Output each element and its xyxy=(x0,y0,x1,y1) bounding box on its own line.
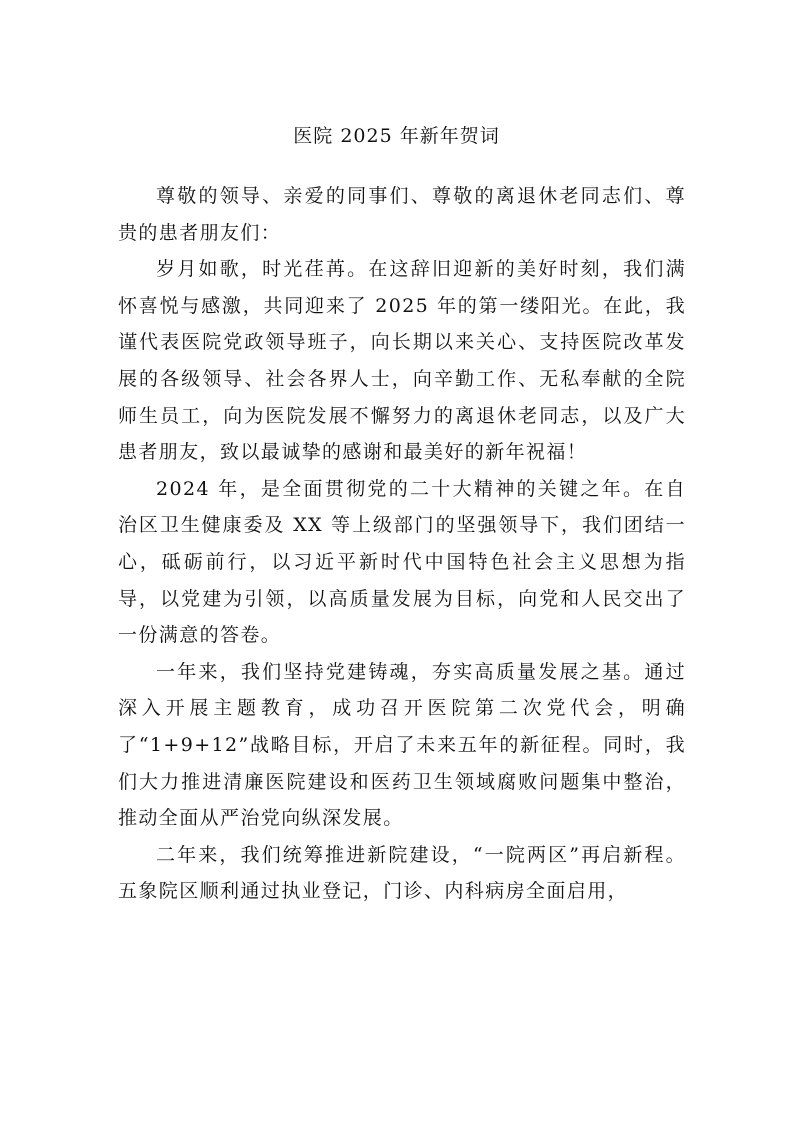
greeting-paragraph: 尊敬的领导、亲爱的同事们、尊敬的离退休老同志们、尊贵的患者朋友们： xyxy=(118,185,686,244)
body-paragraph-3: 一年来，我们坚持党建铸魂，夯实高质量发展之基。通过深入开展主题教育，成功召开医院第二次党代会，明确了“1+9+12”战略目标，开启了未来五年的新征程。同时，我们大力推进清廉医院建设和医药卫生领域腐败问题集中整治，推动全面从严治党向纵深发展。 xyxy=(118,660,686,830)
document-title: 医院 2025 年新年贺词 xyxy=(293,125,500,147)
body-paragraph-4: 二年来，我们统筹推进新院建设，“一院两区”再启新程。五象院区顺利通过执业登记，门诊、内科病房全面启用， xyxy=(118,843,686,903)
document-body xyxy=(118,178,686,910)
body-paragraph-1: 岁月如歌，时光荏苒。在这辞旧迎新的美好时刻，我们满怀喜悦与感激，共同迎来了 2025 年的第一缕阳光。在此，我谨代表医院党政领导班子，向长期以来关心、支持医院改革发展的各级领导、社会各界人士，向辛勤工作、无私奉献的全院师生员工，向为医院发展不懈努力的离退休老同志，以及广大患者朋友，致以最诚挚的感谢和最美好的新年祝福！ xyxy=(118,258,686,464)
body-paragraph-2: 2024 年，是全面贯彻党的二十大精神的关键之年。在自治区卫生健康委及 XX 等上级部门的坚强领导下，我们团结一心，砥砺前行，以习近平新时代中国特色社会主义思想为指导，以党建为引领，以高质量发展为目标，向党和人民交出了一份满意的答卷。 xyxy=(118,477,686,647)
